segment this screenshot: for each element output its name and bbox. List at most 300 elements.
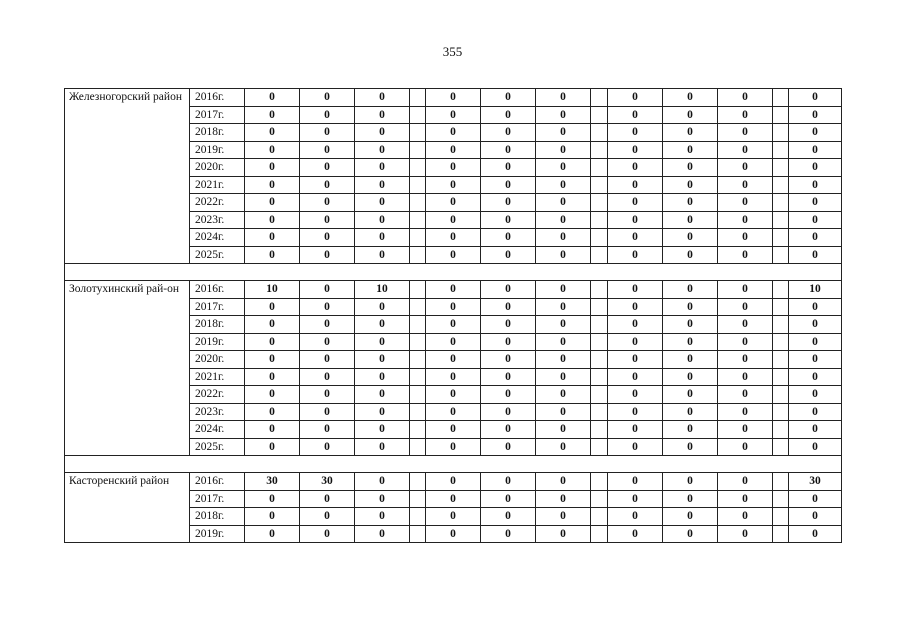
spacer-cell [591, 124, 608, 142]
page-number: 355 [442, 44, 463, 59]
value-cell: 0 [481, 368, 536, 386]
value-cell: 0 [355, 403, 410, 421]
value-cell: 0 [355, 473, 410, 491]
value-cell: 0 [426, 281, 481, 299]
value-cell: 0 [663, 386, 718, 404]
value-cell: 0 [355, 106, 410, 124]
value-cell: 0 [789, 490, 842, 508]
value-cell: 0 [789, 246, 842, 264]
separator-cell [65, 456, 842, 473]
value-cell: 0 [300, 508, 355, 526]
value-cell: 0 [245, 229, 300, 247]
value-cell: 0 [355, 194, 410, 212]
spacer-cell [591, 386, 608, 404]
value-cell: 0 [789, 141, 842, 159]
spacer-cell [410, 351, 426, 369]
value-cell: 0 [355, 124, 410, 142]
value-cell: 0 [300, 351, 355, 369]
value-cell: 0 [608, 386, 663, 404]
spacer-cell [773, 421, 789, 439]
value-cell: 30 [789, 473, 842, 491]
value-cell: 0 [426, 368, 481, 386]
value-cell: 0 [426, 508, 481, 526]
value-cell: 0 [718, 194, 773, 212]
value-cell: 0 [245, 333, 300, 351]
value-cell: 0 [663, 176, 718, 194]
spacer-cell [773, 124, 789, 142]
value-cell: 0 [355, 316, 410, 334]
spacer-cell [773, 490, 789, 508]
value-cell: 0 [481, 316, 536, 334]
value-cell: 0 [426, 211, 481, 229]
year-cell: 2025г. [190, 246, 245, 264]
value-cell: 0 [608, 368, 663, 386]
value-cell: 0 [300, 386, 355, 404]
district-name: Касторенский район [65, 473, 190, 543]
value-cell: 0 [245, 246, 300, 264]
value-cell: 10 [355, 281, 410, 299]
year-cell: 2019г. [190, 141, 245, 159]
value-cell: 0 [789, 368, 842, 386]
year-cell: 2017г. [190, 106, 245, 124]
table-row [65, 473, 842, 491]
value-cell: 0 [355, 508, 410, 526]
value-cell: 0 [300, 124, 355, 142]
value-cell: 0 [663, 525, 718, 543]
value-cell: 0 [481, 141, 536, 159]
year-cell: 2022г. [190, 194, 245, 212]
value-cell: 0 [355, 333, 410, 351]
year-cell: 2020г. [190, 351, 245, 369]
value-cell: 0 [300, 298, 355, 316]
value-cell: 0 [536, 490, 591, 508]
value-cell: 0 [536, 508, 591, 526]
value-cell: 0 [481, 246, 536, 264]
spacer-cell [591, 194, 608, 212]
value-cell: 0 [355, 438, 410, 456]
spacer-cell [773, 211, 789, 229]
value-cell: 0 [718, 473, 773, 491]
value-cell: 0 [663, 124, 718, 142]
value-cell: 0 [718, 159, 773, 177]
spacer-cell [591, 211, 608, 229]
spacer-cell [410, 333, 426, 351]
value-cell: 0 [718, 141, 773, 159]
value-cell: 0 [663, 351, 718, 369]
spacer-cell [410, 124, 426, 142]
spacer-cell [591, 333, 608, 351]
value-cell: 0 [663, 490, 718, 508]
value-cell: 0 [536, 229, 591, 247]
value-cell: 0 [718, 316, 773, 334]
spacer-cell [591, 368, 608, 386]
value-cell: 0 [718, 508, 773, 526]
spacer-cell [773, 508, 789, 526]
district-name: Железногорский район [65, 89, 190, 264]
value-cell: 0 [245, 386, 300, 404]
spacer-cell [773, 298, 789, 316]
value-cell: 0 [426, 176, 481, 194]
value-cell: 0 [536, 124, 591, 142]
year-cell: 2024г. [190, 421, 245, 439]
spacer-cell [773, 176, 789, 194]
value-cell: 0 [481, 124, 536, 142]
data-table [64, 88, 842, 543]
value-cell: 0 [718, 438, 773, 456]
year-cell: 2023г. [190, 403, 245, 421]
value-cell: 0 [608, 490, 663, 508]
value-cell: 0 [300, 368, 355, 386]
value-cell: 0 [789, 106, 842, 124]
year-cell: 2016г. [190, 473, 245, 491]
spacer-cell [591, 438, 608, 456]
spacer-cell [773, 141, 789, 159]
year-cell: 2017г. [190, 298, 245, 316]
value-cell: 10 [245, 281, 300, 299]
value-cell: 0 [718, 386, 773, 404]
value-cell: 0 [608, 351, 663, 369]
value-cell: 0 [300, 281, 355, 299]
table-row [65, 89, 842, 107]
spacer-cell [410, 316, 426, 334]
value-cell: 0 [355, 141, 410, 159]
value-cell: 0 [608, 473, 663, 491]
value-cell: 0 [789, 403, 842, 421]
spacer-cell [410, 246, 426, 264]
value-cell: 0 [718, 403, 773, 421]
value-cell: 0 [481, 421, 536, 439]
year-cell: 2024г. [190, 229, 245, 247]
value-cell: 0 [355, 298, 410, 316]
value-cell: 0 [536, 316, 591, 334]
value-cell: 0 [608, 525, 663, 543]
value-cell: 0 [300, 159, 355, 177]
spacer-cell [410, 403, 426, 421]
value-cell: 0 [789, 124, 842, 142]
value-cell: 0 [663, 368, 718, 386]
spacer-cell [410, 368, 426, 386]
value-cell: 0 [426, 298, 481, 316]
value-cell: 0 [481, 159, 536, 177]
value-cell: 0 [245, 525, 300, 543]
year-cell: 2020г. [190, 159, 245, 177]
value-cell: 0 [300, 176, 355, 194]
value-cell: 0 [355, 176, 410, 194]
value-cell: 0 [536, 333, 591, 351]
spacer-cell [773, 194, 789, 212]
year-cell: 2025г. [190, 438, 245, 456]
spacer-cell [773, 333, 789, 351]
value-cell: 0 [718, 106, 773, 124]
spacer-cell [591, 525, 608, 543]
value-cell: 0 [789, 421, 842, 439]
value-cell: 0 [300, 490, 355, 508]
spacer-cell [591, 490, 608, 508]
spacer-cell [410, 490, 426, 508]
value-cell: 0 [300, 141, 355, 159]
spacer-cell [410, 508, 426, 526]
year-cell: 2021г. [190, 368, 245, 386]
value-cell: 0 [608, 246, 663, 264]
value-cell: 0 [245, 368, 300, 386]
spacer-cell [773, 438, 789, 456]
value-cell: 0 [663, 438, 718, 456]
spacer-cell [591, 159, 608, 177]
value-cell: 0 [718, 281, 773, 299]
spacer-cell [773, 229, 789, 247]
value-cell: 0 [300, 438, 355, 456]
value-cell: 0 [245, 141, 300, 159]
value-cell: 0 [481, 211, 536, 229]
value-cell: 30 [245, 473, 300, 491]
spacer-cell [591, 421, 608, 439]
value-cell: 0 [663, 281, 718, 299]
value-cell: 0 [426, 141, 481, 159]
spacer-cell [773, 368, 789, 386]
spacer-cell [410, 89, 426, 107]
year-cell: 2023г. [190, 211, 245, 229]
value-cell: 0 [245, 211, 300, 229]
year-cell: 2018г. [190, 508, 245, 526]
spacer-cell [773, 281, 789, 299]
value-cell: 0 [789, 316, 842, 334]
value-cell: 0 [481, 403, 536, 421]
value-cell: 0 [426, 403, 481, 421]
value-cell: 0 [300, 194, 355, 212]
value-cell: 0 [426, 246, 481, 264]
value-cell: 0 [355, 159, 410, 177]
spacer-cell [773, 246, 789, 264]
year-cell: 2022г. [190, 386, 245, 404]
value-cell: 0 [663, 316, 718, 334]
value-cell: 0 [789, 525, 842, 543]
value-cell: 0 [426, 124, 481, 142]
value-cell: 0 [789, 351, 842, 369]
value-cell: 0 [789, 211, 842, 229]
value-cell: 0 [663, 421, 718, 439]
spacer-cell [410, 281, 426, 299]
value-cell: 0 [426, 351, 481, 369]
value-cell: 0 [789, 194, 842, 212]
value-cell: 0 [718, 368, 773, 386]
value-cell: 0 [536, 246, 591, 264]
value-cell: 0 [608, 176, 663, 194]
value-cell: 0 [608, 124, 663, 142]
spacer-cell [591, 106, 608, 124]
value-cell: 0 [245, 508, 300, 526]
value-cell: 0 [718, 124, 773, 142]
value-cell: 0 [663, 211, 718, 229]
value-cell: 0 [718, 298, 773, 316]
spacer-cell [410, 421, 426, 439]
value-cell: 0 [481, 473, 536, 491]
value-cell: 0 [481, 106, 536, 124]
value-cell: 0 [718, 421, 773, 439]
value-cell: 0 [663, 298, 718, 316]
spacer-cell [410, 176, 426, 194]
value-cell: 0 [536, 298, 591, 316]
value-cell: 0 [608, 106, 663, 124]
value-cell: 0 [536, 159, 591, 177]
spacer-cell [410, 141, 426, 159]
value-cell: 0 [536, 141, 591, 159]
value-cell: 0 [718, 211, 773, 229]
value-cell: 0 [481, 176, 536, 194]
spacer-cell [591, 141, 608, 159]
value-cell: 0 [300, 89, 355, 107]
year-cell: 2018г. [190, 124, 245, 142]
value-cell: 0 [481, 508, 536, 526]
value-cell: 0 [789, 386, 842, 404]
value-cell: 0 [789, 89, 842, 107]
value-cell: 0 [718, 89, 773, 107]
value-cell: 0 [608, 403, 663, 421]
value-cell: 0 [300, 333, 355, 351]
value-cell: 0 [426, 106, 481, 124]
value-cell: 0 [536, 386, 591, 404]
value-cell: 0 [355, 490, 410, 508]
value-cell: 0 [355, 351, 410, 369]
value-cell: 0 [608, 89, 663, 107]
spacer-cell [410, 194, 426, 212]
value-cell: 0 [300, 106, 355, 124]
value-cell: 0 [245, 490, 300, 508]
spacer-cell [773, 159, 789, 177]
separator-row [65, 456, 842, 473]
value-cell: 0 [426, 438, 481, 456]
value-cell: 0 [536, 351, 591, 369]
value-cell: 0 [481, 89, 536, 107]
value-cell: 0 [663, 229, 718, 247]
value-cell: 0 [300, 421, 355, 439]
value-cell: 0 [608, 316, 663, 334]
value-cell: 0 [663, 89, 718, 107]
value-cell: 0 [536, 211, 591, 229]
value-cell: 0 [355, 246, 410, 264]
spacer-cell [773, 106, 789, 124]
spacer-cell [591, 89, 608, 107]
value-cell: 0 [355, 421, 410, 439]
value-cell: 0 [663, 194, 718, 212]
value-cell: 0 [245, 159, 300, 177]
spacer-cell [410, 438, 426, 456]
spacer-cell [591, 246, 608, 264]
value-cell: 0 [481, 351, 536, 369]
value-cell: 0 [481, 490, 536, 508]
value-cell: 0 [608, 421, 663, 439]
value-cell: 0 [789, 229, 842, 247]
value-cell: 0 [608, 438, 663, 456]
value-cell: 0 [608, 141, 663, 159]
spacer-cell [591, 298, 608, 316]
value-cell: 0 [608, 281, 663, 299]
value-cell: 0 [426, 421, 481, 439]
value-cell: 0 [663, 473, 718, 491]
value-cell: 0 [789, 333, 842, 351]
value-cell: 0 [426, 525, 481, 543]
spacer-cell [410, 386, 426, 404]
value-cell: 0 [536, 473, 591, 491]
value-cell: 0 [426, 490, 481, 508]
spacer-cell [591, 229, 608, 247]
spacer-cell [591, 508, 608, 526]
value-cell: 0 [789, 159, 842, 177]
value-cell: 0 [481, 229, 536, 247]
spacer-cell [410, 106, 426, 124]
separator-cell [65, 264, 842, 281]
value-cell: 0 [536, 368, 591, 386]
value-cell: 0 [718, 176, 773, 194]
value-cell: 0 [663, 141, 718, 159]
value-cell: 10 [789, 281, 842, 299]
value-cell: 0 [663, 106, 718, 124]
value-cell: 0 [718, 246, 773, 264]
value-cell: 0 [426, 194, 481, 212]
value-cell: 0 [355, 211, 410, 229]
value-cell: 0 [245, 106, 300, 124]
value-cell: 0 [245, 421, 300, 439]
spacer-cell [410, 229, 426, 247]
value-cell: 0 [608, 229, 663, 247]
value-cell: 0 [608, 298, 663, 316]
spacer-cell [773, 316, 789, 334]
value-cell: 0 [481, 281, 536, 299]
value-cell: 0 [300, 403, 355, 421]
table-row [65, 281, 842, 299]
year-cell: 2021г. [190, 176, 245, 194]
value-cell: 0 [245, 298, 300, 316]
value-cell: 0 [536, 176, 591, 194]
spacer-cell [591, 281, 608, 299]
value-cell: 0 [789, 508, 842, 526]
value-cell: 0 [608, 211, 663, 229]
spacer-cell [773, 473, 789, 491]
value-cell: 0 [245, 316, 300, 334]
spacer-cell [410, 298, 426, 316]
value-cell: 0 [663, 508, 718, 526]
value-cell: 0 [300, 229, 355, 247]
value-cell: 0 [718, 525, 773, 543]
value-cell: 0 [663, 246, 718, 264]
value-cell: 0 [481, 333, 536, 351]
value-cell: 0 [608, 508, 663, 526]
value-cell: 0 [300, 211, 355, 229]
spacer-cell [410, 525, 426, 543]
value-cell: 0 [536, 194, 591, 212]
value-cell: 0 [355, 386, 410, 404]
separator-row [65, 264, 842, 281]
value-cell: 0 [481, 386, 536, 404]
year-cell: 2016г. [190, 281, 245, 299]
value-cell: 0 [426, 316, 481, 334]
spacer-cell [410, 159, 426, 177]
value-cell: 0 [789, 298, 842, 316]
value-cell: 0 [355, 525, 410, 543]
spacer-cell [773, 403, 789, 421]
value-cell: 0 [481, 298, 536, 316]
value-cell: 0 [608, 333, 663, 351]
spacer-cell [410, 211, 426, 229]
value-cell: 0 [718, 490, 773, 508]
value-cell: 30 [300, 473, 355, 491]
value-cell: 0 [245, 124, 300, 142]
value-cell: 0 [426, 386, 481, 404]
value-cell: 0 [245, 89, 300, 107]
value-cell: 0 [536, 421, 591, 439]
value-cell: 0 [245, 438, 300, 456]
value-cell: 0 [300, 525, 355, 543]
spacer-cell [591, 176, 608, 194]
